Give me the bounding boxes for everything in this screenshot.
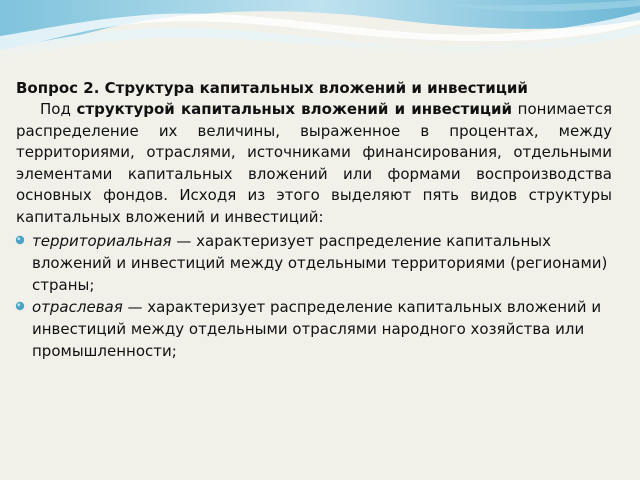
- bullet-text: — характеризует распределение капитальных вложений и инвестиций между отдельными территориями (регионами) страны;: [32, 232, 608, 294]
- bullet-term: отраслевая: [32, 298, 123, 316]
- paragraph-term: структурой капитальных вложений и инвестиций: [76, 100, 512, 118]
- paragraph-lead: Под: [40, 100, 77, 118]
- bullet-text: — характеризует распределение капитальных вложений и инвестиций между отдельными отраслями народного хозяйства или промышленности;: [32, 298, 602, 360]
- bullet-term: территориальная: [32, 232, 172, 250]
- question-heading: Вопрос 2. Структура капитальных вложений и инвестиций: [16, 79, 528, 97]
- list-item-territorial: [16, 230, 612, 296]
- slide-content: [16, 78, 612, 362]
- structure-types-list: [16, 230, 612, 362]
- decorative-wave-banner: [0, 0, 640, 62]
- paragraph-rest: понимается распределение их величины, выраженное в процентах, между территориями, отраслями, источниками финансирования, отдельными элементами капитальных вложений или формами воспроизводства основных фондов. Исходя из этого выделяют пять видов структуры капитальных вложений и инвестиций:: [16, 100, 612, 226]
- bullet-icon: [14, 233, 28, 247]
- definition-paragraph: [16, 99, 612, 228]
- list-item-sectoral: [16, 296, 612, 362]
- bullet-icon: [14, 299, 28, 313]
